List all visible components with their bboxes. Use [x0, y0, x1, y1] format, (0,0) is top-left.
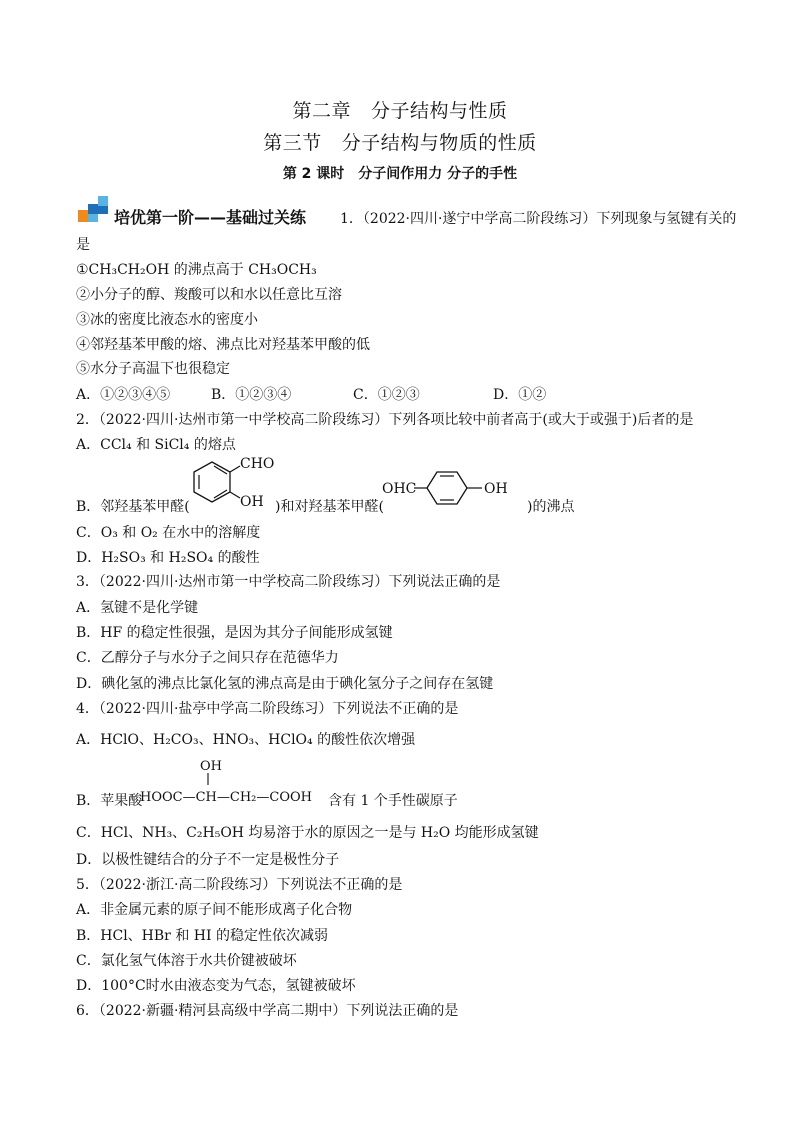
q1-option-c: C．①②③ — [353, 387, 420, 403]
q4-option-c: C．HCl、NH₃、C₂H₅OH 均易溶于水的原因之一是与 H₂O 均能形成氢键 — [76, 825, 539, 841]
q1-item-3: ③冰的密度比液态水的密度小 — [76, 312, 258, 328]
chapter-number: 第二章 — [292, 100, 351, 122]
q3-option-c: C．乙醇分子与水分子之间只存在范德华力 — [76, 650, 339, 666]
section-number: 第三节 — [263, 132, 322, 154]
q1-stem-cont: 是 — [76, 237, 90, 253]
q2-option-d: D．H₂SO₃ 和 H₂SO₄ 的酸性 — [76, 550, 260, 566]
q3-stem: 3．（2022·四川·达州市第一中学校高二阶段练习）下列说法正确的是 — [76, 574, 501, 590]
q2-option-c: C．O₃ 和 O₂ 在水中的溶解度 — [76, 525, 261, 541]
chapter-heading — [0, 96, 800, 123]
lesson-heading: 第 2 课时 分子间作用力 分子的手性 — [282, 166, 518, 182]
q1-option-a: A．①②③④⑤ — [76, 387, 171, 403]
ohc-label: OHC — [382, 481, 417, 497]
chapter-title: 分子结构与性质 — [371, 100, 508, 122]
q1-item-1: ①CH₃CH₂OH 的沸点高于 CH₃OCH₃ — [76, 262, 317, 278]
ortho-hydroxybenzaldehyde-structure — [182, 448, 282, 518]
q4-option-b-prefix: B．苹果酸 — [76, 793, 143, 809]
para-hydroxybenzaldehyde-structure — [382, 468, 527, 516]
q1-option-b: B．①②③④ — [211, 387, 292, 403]
q1-item-2: ②小分子的醇、羧酸可以和水以任意比互溶 — [76, 287, 342, 303]
q5-option-c: C．氯化氢气体溶于水共价键被破坏 — [76, 953, 297, 969]
section-title: 分子结构与物质的性质 — [341, 132, 537, 154]
oh-label-ortho: OH — [240, 494, 264, 510]
q3-option-a: A．氢键不是化学键 — [76, 600, 199, 616]
malic-oh-label: OH — [200, 759, 222, 774]
q2-option-b-suffix: )的沸点 — [527, 499, 575, 515]
q1-item-5: ⑤水分子高温下也很稳定 — [76, 361, 230, 377]
q3-option-b: B．HF 的稳定性很强，是因为其分子间能形成氢键 — [76, 625, 393, 641]
stage-title: 培优第一阶——基础过关练 — [114, 208, 307, 227]
stair-blocks-icon — [76, 194, 110, 224]
q2-option-a: A．CCl₄ 和 SiCl₄ 的熔点 — [76, 437, 236, 453]
q1-item-4: ④邻羟基苯甲酸的熔、沸点比对羟基苯甲酸的低 — [76, 337, 370, 353]
oh-label-para: OH — [484, 481, 508, 497]
malic-acid-structure — [140, 757, 325, 807]
q2-stem: 2．（2022·四川·达州市第一中学校高二阶段练习）下列各项比较中前者高于(或大于或强于)后者的是 — [76, 412, 694, 428]
malic-formula: HOOC—CH—CH₂—COOH — [140, 790, 312, 805]
q4-stem: 4．（2022·四川·盐亭中学高二阶段练习）下列说法不正确的是 — [76, 701, 459, 717]
q4-option-b-suffix: 含有 1 个手性碳原子 — [328, 793, 458, 809]
q2-option-b-prefix: B．邻羟基苯甲醛( — [76, 499, 190, 515]
q5-option-b: B．HCl、HBr 和 HI 的稳定性依次减弱 — [76, 928, 328, 944]
q4-option-d: D．以极性键结合的分子不一定是极性分子 — [76, 852, 340, 868]
q5-option-d: D．100°C时水由液态变为气态，氢键被破坏 — [76, 978, 356, 994]
section-heading — [0, 128, 800, 155]
q3-option-d: D．碘化氢的沸点比氯化氢的沸点高是由于碘化氢分子之间存在氢键 — [76, 676, 494, 692]
q4-option-a: A．HClO、H₂CO₃、HNO₃、HClO₄ 的酸性依次增强 — [76, 732, 416, 748]
q5-stem: 5．（2022·浙江·高二阶段练习）下列说法不正确的是 — [76, 877, 403, 893]
cho-label: CHO — [240, 456, 275, 472]
q5-option-a: A．非金属元素的原子间不能形成离子化合物 — [76, 902, 353, 918]
q1-stem: 1．（2022·四川·遂宁中学高二阶段练习）下列现象与氢键有关的 — [340, 211, 737, 227]
q1-option-d: D．①② — [493, 387, 547, 403]
q6-stem: 6．（2022·新疆·精河县高级中学高二期中）下列说法正确的是 — [76, 1003, 459, 1019]
q2-option-b-middle: )和对羟基苯甲醛( — [275, 499, 384, 515]
